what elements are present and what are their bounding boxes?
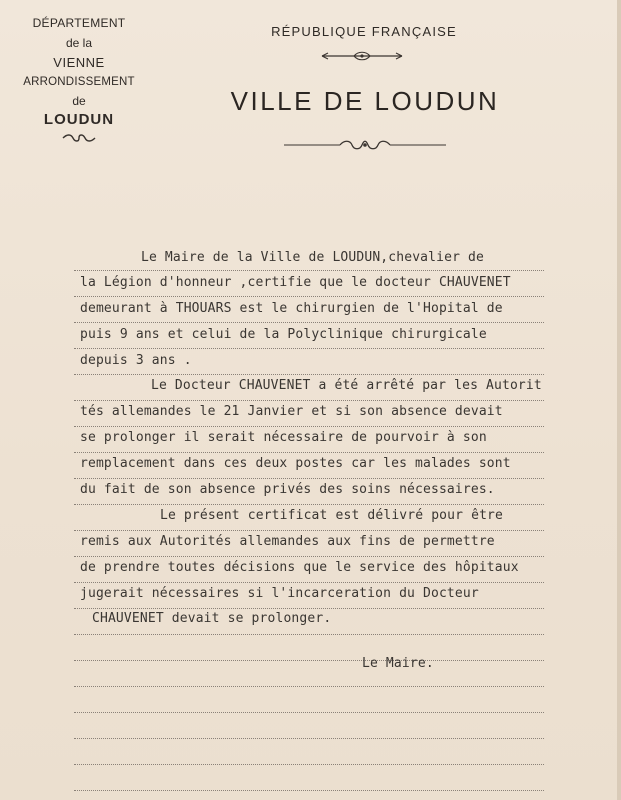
ruled-line <box>74 764 544 765</box>
ruled-line <box>74 634 544 635</box>
ruled-line <box>74 556 544 557</box>
letter-line-12: remis aux Autorités allemandes aux fins de permettre <box>80 534 495 549</box>
letter-line-2: la Légion d'honneur ,certifie que le docteur CHAUVENET <box>80 275 511 290</box>
ruled-line <box>74 790 544 791</box>
ruled-line <box>74 660 544 661</box>
ruled-line <box>74 530 544 531</box>
ruled-line <box>74 478 544 479</box>
signature-line: Le Maire. <box>362 656 434 671</box>
letter-line-9: remplacement dans ces deux postes car les malades sont <box>80 456 511 471</box>
letter-line-14: jugerait nécessaires si l'incarceration du Docteur <box>80 586 479 601</box>
letter-line-1: Le Maire de la Ville de LOUDUN,chevalier de <box>141 250 484 265</box>
letter-line-10: du fait de son absence privés des soins nécessaires. <box>80 482 495 497</box>
de-la-label: de la <box>65 36 93 50</box>
letter-line-15: CHAUVENET devait se prolonger. <box>92 611 332 626</box>
letter-line-5: depuis 3 ans . <box>80 353 192 368</box>
letter-line-4: puis 9 ans et celui de la Polyclinique chirurgicale <box>80 327 487 342</box>
ruled-line <box>74 504 544 505</box>
letter-line-13: de prendre toutes décisions que le service des hôpitaux <box>80 560 519 575</box>
ruled-line <box>74 374 544 375</box>
ville-de-loudun-title: VILLE DE LOUDUN <box>230 86 500 116</box>
de-label: de <box>72 94 86 108</box>
letter-line-11: Le présent certificat est délivré pour être <box>160 508 503 523</box>
ruled-line <box>74 452 544 453</box>
republique-francaise-heading: RÉPUBLIQUE FRANÇAISE <box>271 24 457 39</box>
ruled-line <box>74 322 544 323</box>
loudun-label: LOUDUN <box>43 111 115 128</box>
letter-line-3: demeurant à THOUARS est le chirurgien de l'Hopital de <box>80 301 503 316</box>
ruled-line <box>74 400 544 401</box>
departement-label: DÉPARTEMENT <box>32 16 126 30</box>
ruled-line <box>74 296 544 297</box>
letter-line-7: tés allemandes le 21 Janvier et si son absence devait <box>80 404 503 419</box>
ruled-line <box>74 426 544 427</box>
ruled-line <box>74 582 544 583</box>
ruled-line <box>74 348 544 349</box>
vienne-label: VIENNE <box>53 55 105 70</box>
ruled-line <box>74 270 544 271</box>
ruled-line <box>74 686 544 687</box>
ruled-line <box>74 738 544 739</box>
letter-line-8: se prolonger il serait nécessaire de pourvoir à son <box>80 430 487 445</box>
letter-line-6: Le Docteur CHAUVENET a été arrêté par les Autorit <box>151 378 542 393</box>
ruled-line <box>74 608 544 609</box>
arrondissement-label: ARRONDISSEMENT <box>23 76 135 88</box>
ruled-line <box>74 712 544 713</box>
